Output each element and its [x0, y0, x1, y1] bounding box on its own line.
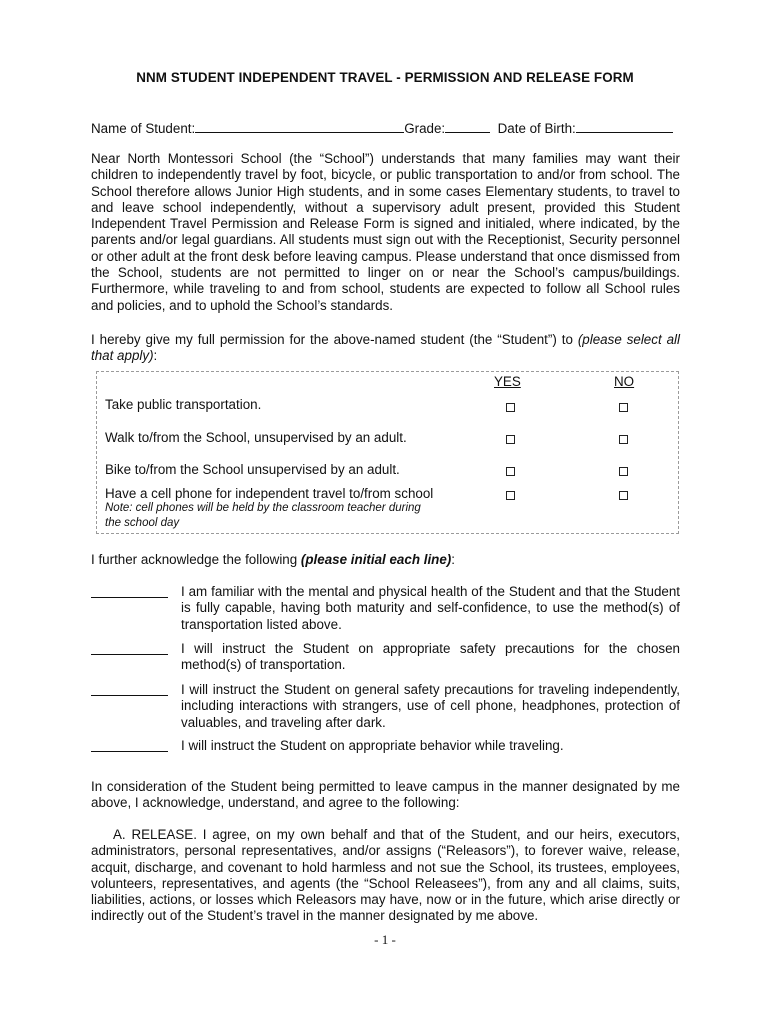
grade-field[interactable]	[445, 119, 490, 133]
initial-field[interactable]	[91, 695, 168, 696]
acknowledge-intro	[91, 552, 680, 568]
dob-label: Date of Birth:	[497, 121, 576, 136]
student-name-field[interactable]	[195, 119, 404, 133]
acknowledge-intro-text: I further acknowledge the following	[91, 552, 301, 567]
acknowledgement-text: I will instruct the Student on general safety precautions for traveling independently, including interactions with strangers, use of cell phone, headphones, protection of valuables, and traveling after dark.	[181, 682, 680, 730]
permission-intro-end: :	[153, 348, 158, 364]
acknowledge-intro-end: :	[451, 552, 455, 567]
yes-checkbox-walk[interactable]	[506, 435, 515, 444]
option-label: Take public transportation.	[105, 397, 262, 412]
no-checkbox-cell-phone[interactable]	[619, 491, 628, 500]
option-row-walk	[105, 430, 407, 445]
acknowledgement-text: I will instruct the Student on appropriate safety precautions for the chosen method(s) of transportation.	[181, 641, 680, 673]
initial-field[interactable]	[91, 597, 168, 598]
yes-column-header: YES	[494, 374, 521, 389]
acknowledgement-text: I will instruct the Student on appropriate behavior while traveling.	[181, 738, 564, 753]
option-label: Have a cell phone for independent travel to/from school	[105, 486, 434, 501]
permission-intro	[91, 332, 680, 365]
no-checkbox-public-transportation[interactable]	[619, 403, 628, 412]
no-checkbox-bike[interactable]	[619, 467, 628, 476]
option-label: Bike to/from the School unsupervised by an adult.	[105, 462, 400, 477]
initial-field[interactable]	[91, 654, 168, 655]
permission-intro-italic: (please select all that apply)	[91, 332, 680, 364]
option-row-bike	[105, 462, 400, 477]
yes-checkbox-public-transportation[interactable]	[506, 403, 515, 412]
no-column-header: NO	[614, 374, 635, 389]
form-title: NNM STUDENT INDEPENDENT TRAVEL - PERMISSION AND RELEASE FORM	[136, 70, 634, 85]
acknowledgement-text: I am familiar with the mental and physical health of the Student and that the Student is fully capable, having both maturity and self-confidence, to use the method(s) of transportation listed above.	[181, 584, 680, 632]
intro-paragraph: Near North Montessori School (the “School”) understands that many families may want their children to independently travel by foot, bicycle, or public transportation to and/or from school. The School therefore allows Junior High students, and in some cases Elementary students, to travel to and leave school independently, without a supervisory adult present, provided this Student Independent Travel Permission and Release Form is signed and initialed, where indicated, by the parents and/or legal guardians. All students must sign out with the Receptionist, Security personnel or other adult at the front desk before leaving campus. Please understand that once dismissed from the School, students are not permitted to linger on or near the School’s campus/buildings. Furthermore, while traveling to and from school, students are expected to follow all School rules and policies, and to uphold the School’s standards.	[91, 151, 680, 313]
option-row-public-transportation	[105, 397, 261, 412]
release-paragraph: A. RELEASE. I agree, on my own behalf and that of the Student, and our heirs, executors, administrators, personal representatives, and/or assigns (“Releasors”), to forever waive, release, acquit, discharge, and covenant to hold harmless and not sue the School, its trustees, employees, volunteers, representatives, and agents (the “School Releasees”), from any and all claims, suits, liabilities, actions, or losses which Releasors may have, now or in the future, which arise directly or indirectly out of the Student’s travel in the manner designated by me above.	[91, 827, 680, 924]
student-name-label: Name of Student:	[91, 121, 196, 136]
initial-field[interactable]	[91, 751, 168, 752]
option-row-cell-phone	[105, 486, 455, 531]
cell-phone-note: Note: cell phones will be held by the classroom teacher during the school day	[105, 502, 421, 529]
permission-intro-text: I hereby give my full permission for the above-named student (the “Student”) to	[91, 332, 578, 347]
dob-field[interactable]	[576, 119, 673, 133]
grade-label: Grade:	[404, 121, 446, 136]
yes-checkbox-bike[interactable]	[506, 467, 515, 476]
option-label: Walk to/from the School, unsupervised by an adult.	[105, 430, 407, 445]
student-info-line	[91, 119, 673, 136]
page-number: - 1 -	[374, 932, 396, 947]
yes-checkbox-cell-phone[interactable]	[506, 491, 515, 500]
permission-options-table	[96, 371, 679, 534]
acknowledge-intro-bold: (please initial each line)	[300, 552, 452, 567]
no-checkbox-walk[interactable]	[619, 435, 628, 444]
consideration-paragraph: In consideration of the Student being permitted to leave campus in the manner designated by me above, I acknowledge, understand, and agree to the following:	[91, 779, 680, 811]
